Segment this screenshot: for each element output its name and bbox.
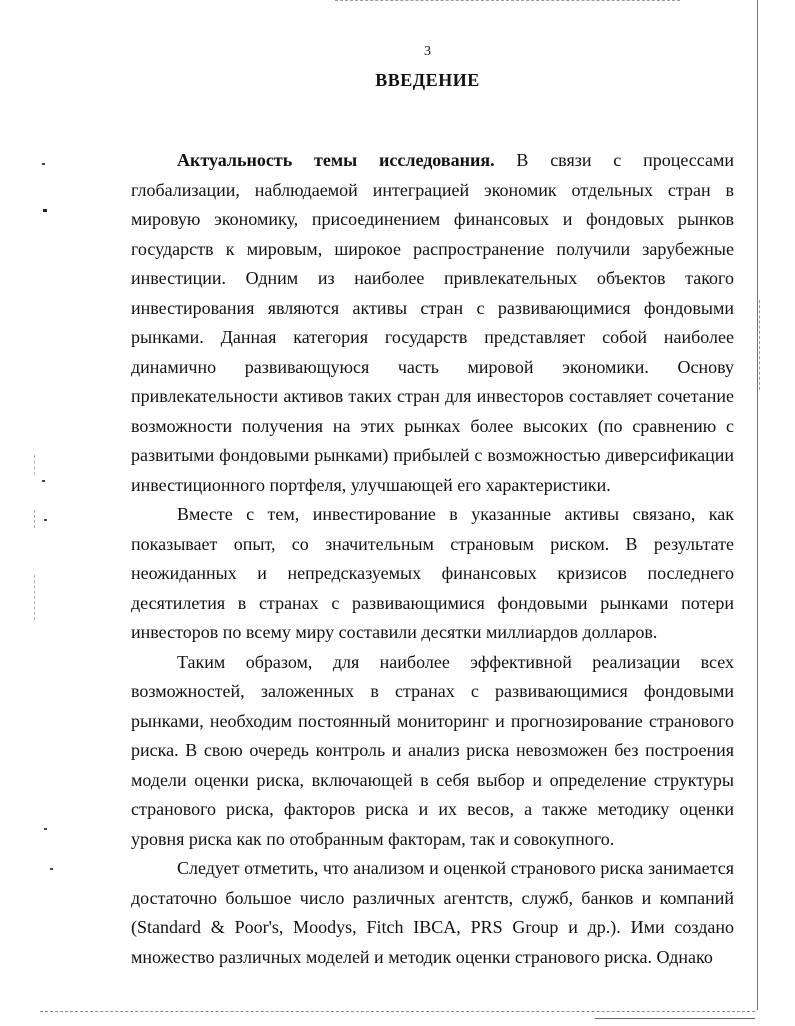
scan-edge-bottom	[40, 1011, 755, 1012]
page-title: ВВЕДЕНИЕ	[375, 70, 480, 90]
scan-speck	[44, 828, 47, 830]
body-text	[131, 146, 734, 972]
page-number: 3	[424, 44, 431, 59]
scan-speck	[50, 868, 53, 870]
scan-speck	[42, 480, 45, 482]
paragraph-text: В связи с процессами глобализации, наблюдаемой интеграцией экономик отдельных стран в мировую экономику, присоединением финансовых и фондовых рынков государств к мировым, широкое распространение получили зарубежные инвестиции. Одним из наиболее привлекательных объектов такого инвестирования являются активы стран с развивающимися фондовыми рынками. Данная категория государств представляет собой наиболее динамично развивающуюся часть мировой экономики. Основу привлекательности активов таких стран для инвесторов составляет сочетание возможности получения на этих рынках более высоких (по сравнению с развитыми фондовыми рынками) прибылей с возможностью диверсификации инвестиционного портфеля, улучшающей его характеристики.	[131, 150, 734, 495]
scan-edge-left	[34, 455, 35, 475]
scan-edge-right	[757, 0, 758, 1010]
paragraph	[131, 648, 734, 855]
scan-edge-left	[34, 510, 35, 528]
scan-edge-right-dash	[759, 300, 760, 390]
paragraph-text: Следует отметить, что анализом и оценкой странового риска занимается достаточно большое число различных агентств, служб, банков и компаний (Standard & Poor's, Moodys, Fitch IBCA, PRS Group и др.). Ими создано множество различных моделей и методик оценки странового риска. Однако	[131, 858, 734, 967]
paragraph	[131, 854, 734, 972]
paragraph-lead: Актуальность темы исследования.	[177, 150, 495, 170]
scan-edge-top	[335, 0, 680, 1]
paragraph	[131, 146, 734, 500]
paragraph-text: Вместе с тем, инвестирование в указанные активы связано, как показывает опыт, со значительным страновым риском. В результате неожиданных и непредсказуемых финансовых кризисов последнего десятилетия в странах с развивающимися фондовыми рынками потери инвесторов по всему миру составили десятки миллиардов долларов.	[131, 504, 734, 642]
scan-speck	[44, 519, 47, 521]
scan-edge-bottom-solid	[595, 1018, 755, 1019]
paragraph-text: Таким образом, для наиболее эффективной реализации всех возможностей, заложенных в странах с развивающимися фондовыми рынками, необходим постоянный мониторинг и прогнозирование странового риска. В свою очередь контроль и анализ риска невозможен без построения модели оценки риска, включающей в себя выбор и определение структуры странового риска, факторов риска и их весов, а также методику оценки уровня риска как по отобранным факторам, так и совокупного.	[131, 651, 734, 849]
scan-speck	[43, 209, 47, 212]
paragraph	[131, 500, 734, 648]
scan-edge-left	[34, 575, 35, 620]
scan-speck	[42, 163, 45, 165]
